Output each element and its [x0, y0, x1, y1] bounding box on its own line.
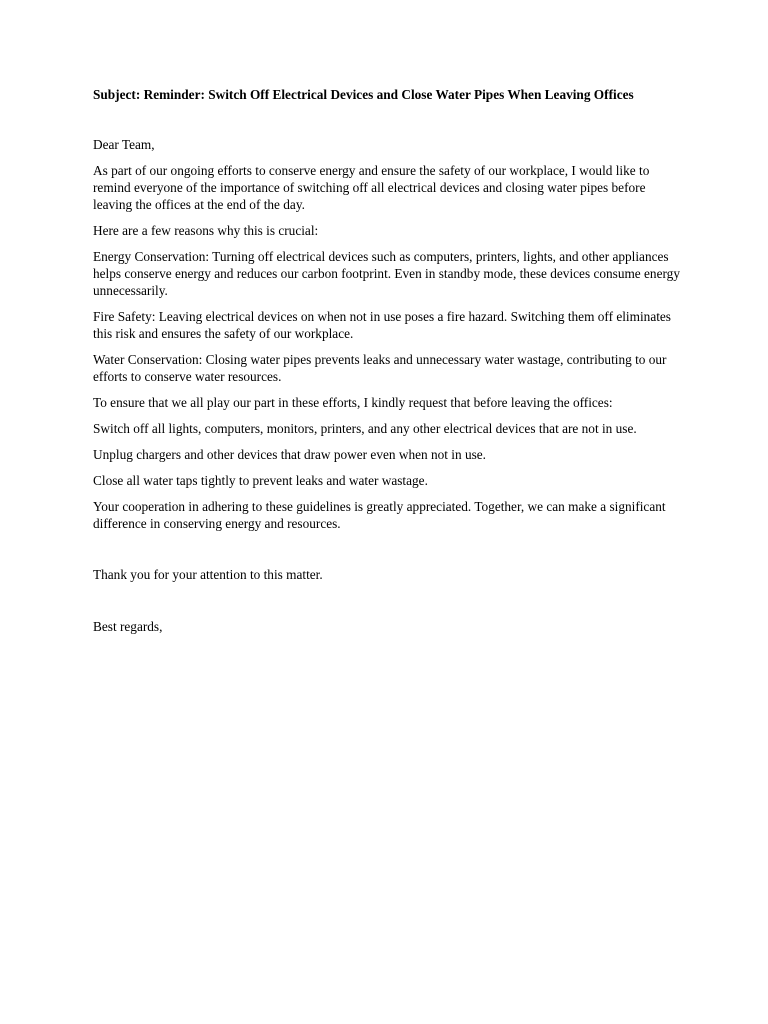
- signoff-line: Best regards,: [93, 619, 163, 634]
- reasons-intro: Here are a few reasons why this is crucial:: [93, 223, 319, 238]
- intro-paragraph: As part of our ongoing efforts to conserve energy and ensure the safety of our workplace, I would like to remind everyone of the importance of switching off all electrical devices and closing water pipes before leaving the offices at the end of the day.: [93, 163, 650, 212]
- subject-line: Subject: Reminder: Switch Off Electrical Devices and Close Water Pipes When Leaving Offices: [93, 87, 634, 102]
- request-unplug: Unplug chargers and other devices that draw power even when not in use.: [93, 447, 486, 462]
- fire-safety-paragraph: Fire Safety: Leaving electrical devices on when not in use poses a fire hazard. Switching them off eliminates this risk and ensures the safety of our workplace.: [93, 309, 671, 341]
- thanks-line: Thank you for your attention to this matter.: [93, 567, 323, 582]
- letter-page: [93, 86, 683, 644]
- water-conservation-paragraph: Water Conservation: Closing water pipes prevents leaks and unnecessary water wastage, contributing to our efforts to conserve water resources.: [93, 352, 667, 384]
- cooperation-paragraph: Your cooperation in adhering to these guidelines is greatly appreciated. Together, we can make a significant difference in conserving energy and resources.: [93, 499, 666, 531]
- energy-conservation-paragraph: Energy Conservation: Turning off electrical devices such as computers, printers, lights, and other appliances helps conserve energy and reduces our carbon footprint. Even in standby mode, these devices consume energy unnecessarily.: [93, 249, 680, 298]
- request-intro: To ensure that we all play our part in these efforts, I kindly request that before leaving the offices:: [93, 395, 613, 410]
- request-close-taps: Close all water taps tightly to prevent leaks and water wastage.: [93, 473, 428, 488]
- greeting: Dear Team,: [93, 137, 155, 152]
- request-switch-off: Switch off all lights, computers, monitors, printers, and any other electrical devices that are not in use.: [93, 421, 637, 436]
